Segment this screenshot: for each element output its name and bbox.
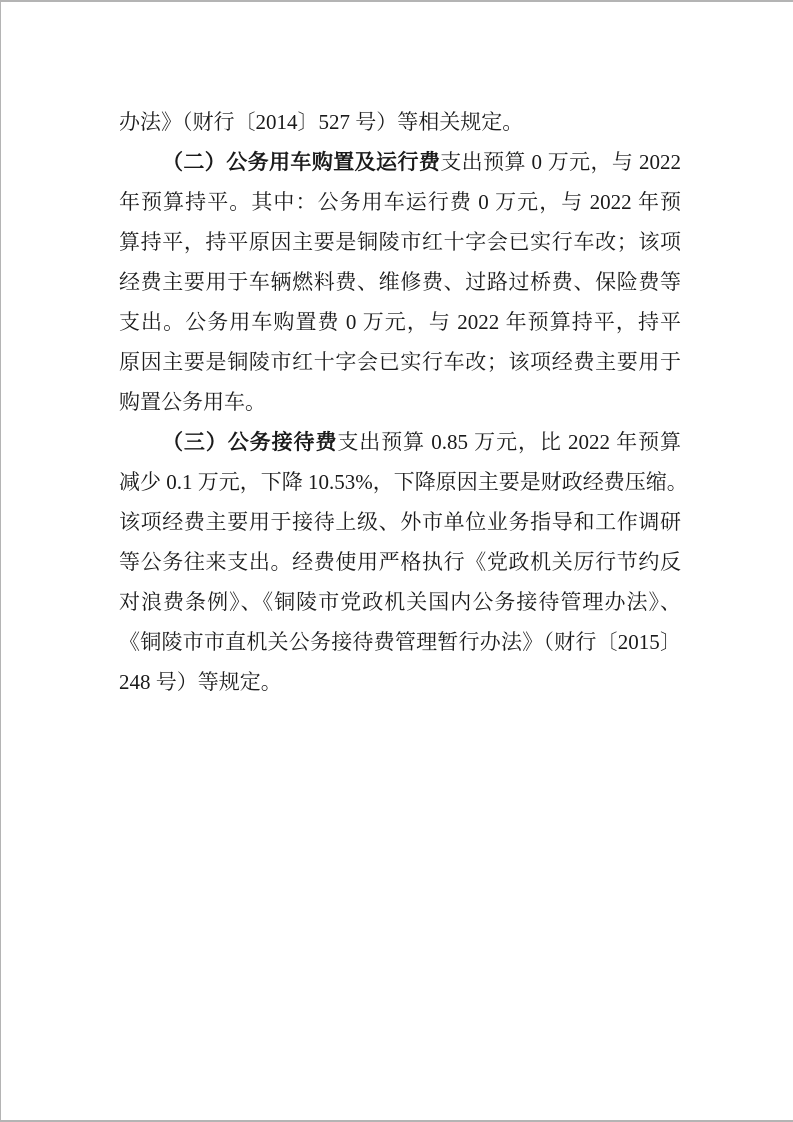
- text-run: 经费主要用于车辆燃料费、维修费、过路过桥费、保险费等: [119, 270, 681, 294]
- text-run: 办法》（财行〔2014〕527 号）等相关规定。: [119, 110, 524, 134]
- document-body: [119, 102, 688, 702]
- text-run: 支出。公务用车购置费 0 万元，与 2022 年预算持平，持平: [119, 310, 681, 334]
- text-run: 248 号）等规定。: [119, 670, 282, 694]
- text-run: 减少 0.1 万元，下降 10.53%，下降原因主要是财政经费压缩。: [119, 470, 688, 494]
- text-run: 对浪费条例》、《铜陵市党政机关国内公务接待管理办法》、: [119, 590, 681, 614]
- text-run: 等公务往来支出。经费使用严格执行《党政机关厉行节约反: [119, 550, 681, 574]
- text-run: 年预算持平。其中：公务用车运行费 0 万元，与 2022 年预: [119, 190, 681, 214]
- section-title: （二）公务用车购置及运行费: [162, 150, 441, 174]
- text-run: 原因主要是铜陵市红十字会已实行车改；该项经费主要用于: [119, 350, 681, 374]
- text-line: [119, 102, 681, 142]
- text-line: [119, 142, 681, 182]
- text-line: [119, 222, 681, 262]
- text-run: 算持平，持平原因主要是铜陵市红十字会已实行车改；该项: [119, 230, 681, 254]
- text-line: [119, 422, 681, 462]
- text-run: 支出预算 0.85 万元，比 2022 年预算: [337, 430, 682, 454]
- text-line: [119, 462, 688, 502]
- text-line: [119, 542, 681, 582]
- text-line: [119, 582, 681, 622]
- text-line: [119, 622, 681, 662]
- text-line: [119, 382, 681, 422]
- text-line: [119, 502, 681, 542]
- text-line: [119, 262, 681, 302]
- text-run: 购置公务用车。: [119, 390, 266, 414]
- text-run: 该项经费主要用于接待上级、外市单位业务指导和工作调研: [119, 510, 681, 534]
- text-run: 《铜陵市市直机关公务接待费管理暂行办法》（财行〔2015〕: [119, 630, 681, 654]
- text-line: [119, 182, 681, 222]
- section-title: （三）公务接待费: [162, 430, 338, 454]
- text-line: [119, 342, 681, 382]
- text-line: [119, 662, 681, 702]
- text-line: [119, 302, 681, 342]
- text-run: 支出预算 0 万元，与 2022: [440, 150, 681, 174]
